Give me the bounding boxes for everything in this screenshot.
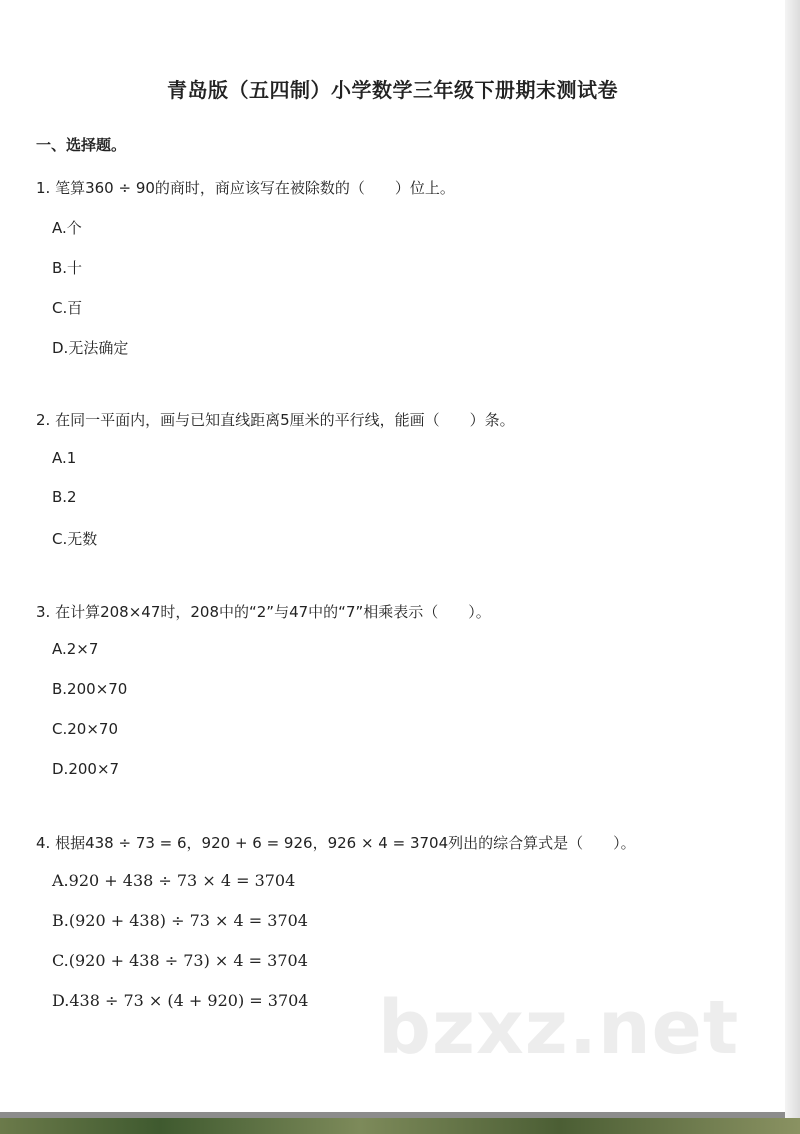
question-1-option-c: C.百: [52, 299, 83, 317]
question-4-option-a: A.920 + 438 ÷ 73 × 4 = 3704: [52, 871, 296, 890]
question-1-option-d: D.无法确定: [52, 339, 129, 357]
question-3-option-d: D.200×7: [52, 760, 120, 778]
question-2-stem: 2. 在同一平面内，画与已知直线距离5厘米的平行线，能画（ ）条。: [36, 411, 515, 429]
question-4-stem: 4. 根据438 ÷ 73 = 6，920 + 6 = 926，926 × 4 = 3704列出的综合算式是（ ）。: [36, 834, 636, 852]
watermark-text: bzxz.net: [378, 985, 740, 1071]
question-2-option-c: C.无数: [52, 530, 98, 548]
question-3-option-a: A.2×7: [52, 640, 99, 658]
question-2-option-a: A.1: [52, 449, 77, 467]
question-1-option-a: A.个: [52, 219, 82, 237]
question-4-option-b: B.(920 + 438) ÷ 73 × 4 = 3704: [52, 911, 308, 930]
question-3-stem: 3. 在计算208×47时，208中的“2”与47中的“7”相乘表示（ ）。: [36, 603, 491, 621]
section-heading: 一、选择题。: [36, 136, 127, 154]
question-4-option-c: C.(920 + 438 ÷ 73) × 4 = 3704: [52, 951, 308, 970]
question-3-option-b: B.200×70: [52, 680, 128, 698]
page-title: 青岛版（五四制）小学数学三年级下册期末测试卷: [167, 78, 618, 102]
question-1-stem: 1. 笔算360 ÷ 90的商时，商应该写在被除数的（ ）位上。: [36, 179, 455, 197]
question-2-option-b: B.2: [52, 488, 77, 506]
question-4-option-d: D.438 ÷ 73 × (4 + 920) = 3704: [52, 991, 309, 1010]
background-image-strip: [0, 1118, 800, 1134]
viewer-scroll-edge[interactable]: [785, 0, 800, 1118]
question-1-option-b: B.十: [52, 259, 83, 277]
question-3-option-c: C.20×70: [52, 720, 118, 738]
